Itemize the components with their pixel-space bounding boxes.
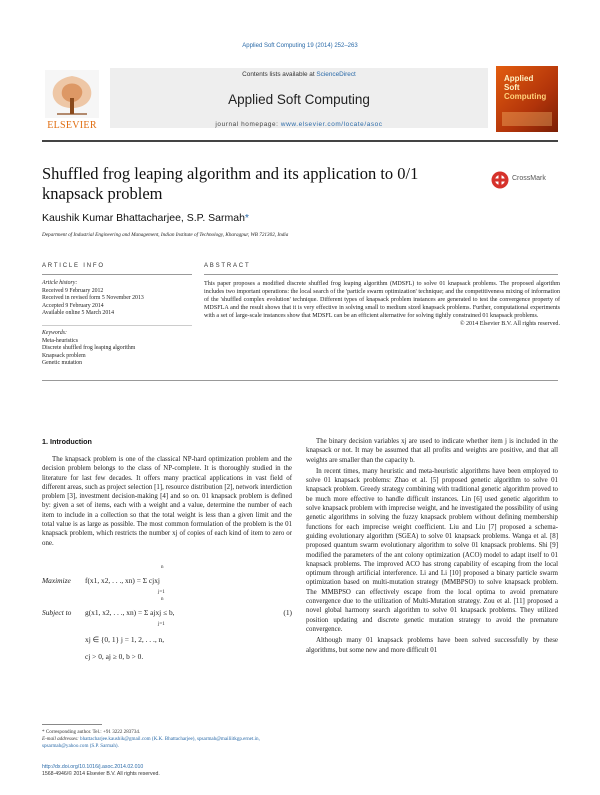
abstract-body <box>204 281 560 328</box>
emails-label: E-mail addresses: <box>42 735 81 742</box>
constraint-expression: g(x1, x2, . . ., xn) = Σ ajxj ≤ b, <box>85 608 175 617</box>
section-heading-introduction: 1. Introduction <box>42 437 92 446</box>
footnote <box>42 729 292 749</box>
crossmark-badge[interactable] <box>491 171 559 189</box>
article-title: Shuffled frog leaping algorithm and its application to 0/1 knapsack problem <box>42 164 419 203</box>
history-online: Available online 5 March 2014 <box>42 310 115 317</box>
maximize-expression: f(x1, x2, . . ., xn) = Σ cjxj <box>85 576 160 585</box>
equation-1 <box>42 565 292 697</box>
sciencedirect-link[interactable]: ScienceDirect <box>316 71 356 78</box>
right-paragraph-1: The binary decision variables xj are used to indicate whether item j is included in the knapsack or not. It may be assumed that all profits and weights are positive, and that all weights are smaller than the capacity b. <box>306 438 558 464</box>
footnote-rule <box>42 724 102 725</box>
email-addresses <box>42 736 292 750</box>
journal-citation[interactable]: Applied Soft Computing 19 (2014) 252–263 <box>242 43 358 49</box>
corresponding-author-marker[interactable]: * <box>244 212 250 224</box>
right-paragraph-3: Although many 01 knapsack problems have been solved successfully by these algorithms, but some new and more difficult 01 <box>306 637 558 654</box>
homepage-line <box>110 121 488 128</box>
equation-number: (1) <box>283 608 292 617</box>
author-list <box>42 212 249 224</box>
sum-top-1: n <box>161 565 164 570</box>
keywords-label: Keywords: <box>42 330 67 336</box>
header-rule <box>42 140 558 142</box>
right-paragraph-2: In recent times, many heuristic and meta-heuristic algorithms have been employed to solve 01 knapsack problems: Zhao et al. [5] proposed genetic algorithm to solve 01 knapsack problem. Greedy strategy combining with traditional genetic algorithm proved to be much more effective to handle difficult instances. Lin [6] used genetic algorithm to solve knapsack problem with imprecise weight, and he investigated the possibility of using genetic algorithms in solving the fuzzy knapsack problem without defining membership functions for each imprecise weight coefficient. Liu and Liu [7] proposed a schema-guiding evolutionary algorithm (SGEA) to solve 01 knapsack problems. Wanga et al. [8] proposed quantum swarm evolutionary algorithm to solve 01 knapsack problems. Shi [9] modified the parameters of the ant colony optimization (ACO) model to adapt itself to 01 knapsack problems. The improved ACO has strong capability of escaping from the local optimum through artificial interference. Li and Li [10] proposed a binary particle swarm optimization based on multi-mutation strategy (MMBPSO) to solve knapsack problem. The MMBPSO can effectively escape from the local optima to avoid premature convergence due to the utilization of Multi-Mutation strategy. Zou et al. [11] proposed a novel global harmony search algorithm to solve 01 knapsack problems. They utilized position updating and discrete genetic mutation strategy to avoid the premature convergence. <box>306 467 558 633</box>
corresponding-author-note: * Corresponding author. Tel.: +91 3222 283734. <box>42 729 141 735</box>
journal-cover <box>496 66 558 132</box>
history-label: Article history: <box>42 280 78 286</box>
doi-link[interactable]: http://dx.doi.org/10.1016/j.asoc.2014.02.010 <box>42 764 144 770</box>
subject-to-label: Subject to <box>42 608 72 617</box>
keyword-item: Meta-heuristics <box>42 337 79 344</box>
intro-left-column <box>42 455 292 548</box>
sum-top-2: n <box>161 597 164 602</box>
cover-line-3: Computing <box>504 92 547 101</box>
journal-name: Applied Soft Computing <box>228 92 370 107</box>
doi-block <box>42 764 160 778</box>
history-accepted: Accepted 9 February 2014 <box>42 302 104 309</box>
keyword-item: Discrete shuffled frog leaping algorithm <box>42 345 136 352</box>
abstract-rule <box>204 274 558 275</box>
sum-bottom-1: j=1 <box>158 590 165 595</box>
contents-line <box>110 71 488 78</box>
homepage-prefix: journal homepage: <box>215 121 281 128</box>
article-info-heading: ARTICLE INFO <box>42 263 105 269</box>
abstract-text: This paper proposes a modified discrete shuffled frog leaping algorithm (MDSFL) to solve 01 knapsack problems. The proposed algorithm includes two important operations: the local search of the 'particle swarm optimization' technique; and the competitiveness mixing of information of the 'shuffled complex evolution' technique. Different types of knapsack problem instances are generated to test the convergence property of MDSFLA and the result shows that it is very effective in solving small to medium sized knapsack problems. Further, computational experiments with a set of large-scale instances show that MDSFL can be an efficient alternative for solving tightly constrained 01 knapsack problems. <box>204 281 560 319</box>
elsevier-logo <box>41 68 103 132</box>
cover-line-2: Soft <box>504 83 520 92</box>
positivity-constraint: cj > 0, aj ≥ 0, b > 0. <box>85 652 144 661</box>
maximize-label: Maximize <box>42 576 71 585</box>
history-revised: Received in revised form 5 November 2013 <box>42 295 144 302</box>
intro-paragraph: The knapsack problem is one of the classical NP-hard optimization problem and the decision problem belongs to the class of NP-complete. It is thoroughly studied in the literature for last few decades. It offers many practical applications in vast field of different areas, such as project selection [1], resource distribution [2], network interdiction problem [3], investment decision-making [4] and so on. 01 knapsack problem is defined by: given a set of items, each with a weight and a value, determine the number of each item to include in a collection so that the total weight is less than a given limit and the total value is as large as possible. The most common formulation of the problem is the 01 knapsack problem, which restricts the number xj of copies of each kind of item to zero or one. <box>42 456 292 547</box>
journal-header <box>110 68 488 128</box>
journal-homepage-link[interactable]: www.elsevier.com/locate/asoc <box>280 121 383 128</box>
article-history <box>42 280 192 318</box>
sum-bottom-2: j=1 <box>158 622 165 627</box>
abstract-bottom-rule <box>42 380 558 381</box>
article-info-rule <box>42 274 192 275</box>
elsevier-wordmark: ELSEVIER <box>47 120 97 131</box>
crossmark-icon <box>491 171 509 189</box>
contents-prefix: Contents lists available at <box>242 71 317 78</box>
intro-right-column <box>306 437 558 655</box>
keyword-item: Knapsack problem <box>42 352 86 359</box>
keyword-item: Genetic mutation <box>42 360 83 367</box>
abstract-copyright: © 2014 Elsevier B.V. All rights reserved. <box>459 320 560 327</box>
binary-constraint: xj ∈ {0, 1} j = 1, 2, . . ., n, <box>85 635 165 644</box>
cover-line-1: Applied <box>504 74 534 83</box>
email-links[interactable]: bhattacharjee.kaushik@gmail.com (K.K. Bhattacharjee), spsarmah@mailiitkgp.ernet.in, spsarmah@yahoo.com (S.P. Sarmah). <box>42 735 260 749</box>
keywords-block <box>42 330 192 368</box>
history-received: Received 9 February 2012 <box>42 287 104 294</box>
affiliation: Department of Industrial Engineering and Management, Indian Institute of Technology, Kharagpur, WB 721302, India <box>42 232 289 238</box>
abstract-heading: ABSTRACT <box>204 263 251 269</box>
issn-line: 1568-4946/© 2014 Elsevier B.V. All rights reserved. <box>42 771 160 777</box>
keywords-rule <box>42 325 192 326</box>
crossmark-label: CrossMark <box>512 175 546 182</box>
authors-text: Kaushik Kumar Bhattacharjee, S.P. Sarmah <box>42 212 245 224</box>
